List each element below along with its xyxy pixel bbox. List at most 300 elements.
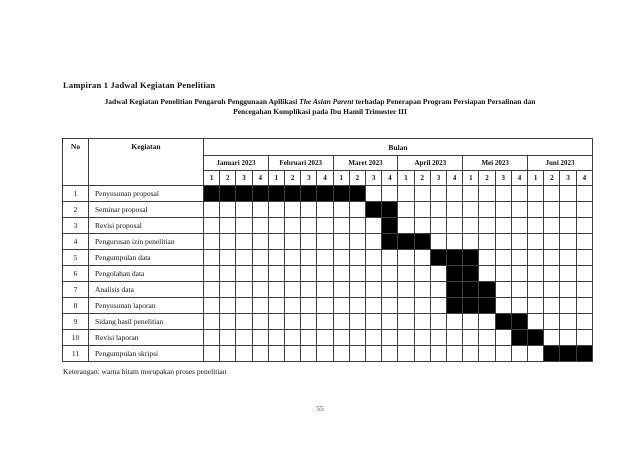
gantt-empty-cell xyxy=(204,218,220,234)
activity-number: 1 xyxy=(63,186,89,202)
gantt-empty-cell xyxy=(252,298,268,314)
gantt-filled-cell xyxy=(382,234,398,250)
week-number-header: 3 xyxy=(430,171,446,186)
gantt-empty-cell xyxy=(463,234,479,250)
gantt-empty-cell xyxy=(333,298,349,314)
week-number-header: 1 xyxy=(204,171,220,186)
gantt-empty-cell xyxy=(333,314,349,330)
gantt-empty-cell xyxy=(236,218,252,234)
gantt-empty-cell xyxy=(382,250,398,266)
activity-number: 8 xyxy=(63,298,89,314)
gantt-empty-cell xyxy=(430,330,446,346)
gantt-empty-cell xyxy=(268,218,284,234)
gantt-empty-cell xyxy=(349,218,365,234)
gantt-empty-cell xyxy=(349,202,365,218)
gantt-filled-cell xyxy=(463,282,479,298)
activity-number: 6 xyxy=(63,266,89,282)
gantt-empty-cell xyxy=(268,346,284,362)
gantt-empty-cell xyxy=(398,298,414,314)
activity-row xyxy=(63,282,593,298)
activity-name: Pengumpulan data xyxy=(89,250,204,266)
activity-row xyxy=(63,314,593,330)
gantt-empty-cell xyxy=(301,330,317,346)
gantt-empty-cell xyxy=(544,234,560,250)
gantt-empty-cell xyxy=(366,282,382,298)
legend-note: Keterangan: warna hitam merupakan proses penelitian xyxy=(63,367,227,376)
gantt-empty-cell xyxy=(220,314,236,330)
gantt-empty-cell xyxy=(349,330,365,346)
gantt-empty-cell xyxy=(236,330,252,346)
gantt-empty-cell xyxy=(236,266,252,282)
gantt-empty-cell xyxy=(560,314,576,330)
gantt-empty-cell xyxy=(544,218,560,234)
gantt-empty-cell xyxy=(317,234,333,250)
gantt-empty-cell xyxy=(447,330,463,346)
week-number-header: 3 xyxy=(366,171,382,186)
activity-row xyxy=(63,330,593,346)
gantt-empty-cell xyxy=(349,250,365,266)
month-header: Mei 2023 xyxy=(463,156,528,171)
gantt-filled-cell xyxy=(220,186,236,202)
week-number-header: 2 xyxy=(285,171,301,186)
activity-number: 4 xyxy=(63,234,89,250)
month-header: Maret 2023 xyxy=(333,156,398,171)
activity-name: Revisi laporan xyxy=(89,330,204,346)
gantt-empty-cell xyxy=(544,250,560,266)
gantt-empty-cell xyxy=(349,298,365,314)
gantt-empty-cell xyxy=(430,202,446,218)
gantt-filled-cell xyxy=(479,298,495,314)
gantt-filled-cell xyxy=(511,330,527,346)
gantt-empty-cell xyxy=(414,298,430,314)
week-number-header: 1 xyxy=(528,171,544,186)
gantt-empty-cell xyxy=(220,266,236,282)
week-number-header: 4 xyxy=(382,171,398,186)
gantt-empty-cell xyxy=(414,314,430,330)
gantt-empty-cell xyxy=(317,250,333,266)
gantt-filled-cell xyxy=(447,266,463,282)
gantt-empty-cell xyxy=(463,202,479,218)
gantt-empty-cell xyxy=(511,266,527,282)
gantt-empty-cell xyxy=(528,186,544,202)
gantt-empty-cell xyxy=(220,346,236,362)
gantt-empty-cell xyxy=(528,202,544,218)
gantt-empty-cell xyxy=(398,202,414,218)
gantt-empty-cell xyxy=(301,298,317,314)
gantt-empty-cell xyxy=(447,186,463,202)
gantt-empty-cell xyxy=(511,202,527,218)
activity-name: Penyusunan proposal xyxy=(89,186,204,202)
gantt-empty-cell xyxy=(236,314,252,330)
gantt-empty-cell xyxy=(495,186,511,202)
gantt-empty-cell xyxy=(220,330,236,346)
gantt-empty-cell xyxy=(544,266,560,282)
gantt-empty-cell xyxy=(204,346,220,362)
gantt-empty-cell xyxy=(333,234,349,250)
gantt-empty-cell xyxy=(301,218,317,234)
gantt-empty-cell xyxy=(430,346,446,362)
gantt-empty-cell xyxy=(317,266,333,282)
gantt-empty-cell xyxy=(220,202,236,218)
activity-number: 7 xyxy=(63,282,89,298)
activity-row xyxy=(63,186,593,202)
gantt-empty-cell xyxy=(479,346,495,362)
gantt-empty-cell xyxy=(333,202,349,218)
gantt-empty-cell xyxy=(236,298,252,314)
gantt-empty-cell xyxy=(252,346,268,362)
gantt-filled-cell xyxy=(528,330,544,346)
gantt-empty-cell xyxy=(366,266,382,282)
gantt-empty-cell xyxy=(560,330,576,346)
gantt-empty-cell xyxy=(463,218,479,234)
gantt-empty-cell xyxy=(220,282,236,298)
month-header: Juni 2023 xyxy=(528,156,593,171)
month-header: Januari 2023 xyxy=(204,156,269,171)
gantt-empty-cell xyxy=(560,298,576,314)
gantt-empty-cell xyxy=(560,186,576,202)
gantt-empty-cell xyxy=(382,186,398,202)
gantt-empty-cell xyxy=(349,314,365,330)
gantt-empty-cell xyxy=(479,250,495,266)
gantt-empty-cell xyxy=(414,282,430,298)
gantt-empty-cell xyxy=(204,202,220,218)
gantt-empty-cell xyxy=(204,266,220,282)
gantt-empty-cell xyxy=(252,330,268,346)
gantt-empty-cell xyxy=(317,346,333,362)
gantt-filled-cell xyxy=(447,250,463,266)
gantt-empty-cell xyxy=(285,282,301,298)
activity-name: Pengolahan data xyxy=(89,266,204,282)
gantt-empty-cell xyxy=(528,314,544,330)
gantt-empty-cell xyxy=(220,250,236,266)
gantt-empty-cell xyxy=(414,266,430,282)
week-number-header: 2 xyxy=(220,171,236,186)
gantt-empty-cell xyxy=(576,234,592,250)
week-number-header: 4 xyxy=(511,171,527,186)
gantt-empty-cell xyxy=(528,234,544,250)
gantt-empty-cell xyxy=(544,298,560,314)
gantt-empty-cell xyxy=(544,314,560,330)
activity-number: 10 xyxy=(63,330,89,346)
gantt-filled-cell xyxy=(544,346,560,362)
gantt-empty-cell xyxy=(301,234,317,250)
gantt-empty-cell xyxy=(528,346,544,362)
gantt-empty-cell xyxy=(414,330,430,346)
gantt-empty-cell xyxy=(560,266,576,282)
page-number: 55 xyxy=(316,404,324,413)
week-number-header: 3 xyxy=(236,171,252,186)
gantt-empty-cell xyxy=(430,186,446,202)
gantt-empty-cell xyxy=(366,234,382,250)
gantt-empty-cell xyxy=(511,282,527,298)
gantt-empty-cell xyxy=(236,282,252,298)
gantt-empty-cell xyxy=(301,346,317,362)
gantt-empty-cell xyxy=(447,202,463,218)
gantt-empty-cell xyxy=(576,282,592,298)
gantt-empty-cell xyxy=(366,346,382,362)
week-number-header: 4 xyxy=(317,171,333,186)
gantt-empty-cell xyxy=(220,298,236,314)
gantt-empty-cell xyxy=(398,282,414,298)
gantt-empty-cell xyxy=(382,266,398,282)
gantt-empty-cell xyxy=(560,202,576,218)
gantt-empty-cell xyxy=(528,266,544,282)
gantt-empty-cell xyxy=(495,218,511,234)
gantt-empty-cell xyxy=(317,314,333,330)
gantt-empty-cell xyxy=(268,282,284,298)
research-schedule-table xyxy=(62,138,593,362)
gantt-empty-cell xyxy=(301,202,317,218)
gantt-empty-cell xyxy=(333,330,349,346)
gantt-empty-cell xyxy=(349,282,365,298)
gantt-empty-cell xyxy=(285,330,301,346)
gantt-empty-cell xyxy=(252,202,268,218)
week-number-header: 3 xyxy=(495,171,511,186)
week-number-header: 1 xyxy=(463,171,479,186)
gantt-empty-cell xyxy=(479,234,495,250)
week-number-header: 1 xyxy=(333,171,349,186)
gantt-empty-cell xyxy=(382,330,398,346)
gantt-empty-cell xyxy=(349,266,365,282)
gantt-empty-cell xyxy=(301,250,317,266)
activity-number: 3 xyxy=(63,218,89,234)
gantt-empty-cell xyxy=(398,346,414,362)
activity-row xyxy=(63,298,593,314)
gantt-empty-cell xyxy=(349,234,365,250)
gantt-empty-cell xyxy=(511,346,527,362)
gantt-empty-cell xyxy=(317,330,333,346)
gantt-empty-cell xyxy=(576,218,592,234)
gantt-empty-cell xyxy=(576,314,592,330)
gantt-empty-cell xyxy=(366,218,382,234)
gantt-empty-cell xyxy=(479,314,495,330)
gantt-empty-cell xyxy=(204,298,220,314)
gantt-empty-cell xyxy=(333,266,349,282)
gantt-empty-cell xyxy=(285,250,301,266)
activity-number: 2 xyxy=(63,202,89,218)
gantt-empty-cell xyxy=(301,314,317,330)
gantt-empty-cell xyxy=(495,298,511,314)
week-number-header: 2 xyxy=(349,171,365,186)
gantt-empty-cell xyxy=(560,234,576,250)
gantt-empty-cell xyxy=(366,314,382,330)
gantt-empty-cell xyxy=(301,282,317,298)
gantt-filled-cell xyxy=(479,282,495,298)
gantt-filled-cell xyxy=(463,298,479,314)
gantt-empty-cell xyxy=(398,314,414,330)
gantt-empty-cell xyxy=(268,330,284,346)
column-header-no: No xyxy=(63,139,89,186)
activity-row xyxy=(63,346,593,362)
gantt-empty-cell xyxy=(511,186,527,202)
gantt-empty-cell xyxy=(414,202,430,218)
activity-name: Sidang hasil penelitian xyxy=(89,314,204,330)
gantt-empty-cell xyxy=(204,234,220,250)
gantt-empty-cell xyxy=(366,330,382,346)
gantt-empty-cell xyxy=(414,346,430,362)
gantt-empty-cell xyxy=(495,202,511,218)
gantt-empty-cell xyxy=(382,346,398,362)
gantt-empty-cell xyxy=(252,266,268,282)
week-number-header: 3 xyxy=(560,171,576,186)
gantt-empty-cell xyxy=(333,346,349,362)
gantt-filled-cell xyxy=(463,250,479,266)
gantt-filled-cell xyxy=(560,346,576,362)
gantt-empty-cell xyxy=(576,186,592,202)
column-header-kegiatan: Kegiatan xyxy=(89,139,204,186)
gantt-filled-cell xyxy=(333,186,349,202)
gantt-empty-cell xyxy=(447,346,463,362)
activity-name: Revisi proposal xyxy=(89,218,204,234)
gantt-empty-cell xyxy=(366,250,382,266)
activity-row xyxy=(63,202,593,218)
gantt-empty-cell xyxy=(576,330,592,346)
gantt-empty-cell xyxy=(414,186,430,202)
gantt-empty-cell xyxy=(285,266,301,282)
gantt-empty-cell xyxy=(495,250,511,266)
gantt-empty-cell xyxy=(204,250,220,266)
gantt-empty-cell xyxy=(236,202,252,218)
gantt-empty-cell xyxy=(252,234,268,250)
gantt-empty-cell xyxy=(430,218,446,234)
gantt-empty-cell xyxy=(398,330,414,346)
gantt-empty-cell xyxy=(414,250,430,266)
gantt-empty-cell xyxy=(285,346,301,362)
gantt-filled-cell xyxy=(447,298,463,314)
month-header: April 2023 xyxy=(398,156,463,171)
gantt-empty-cell xyxy=(495,346,511,362)
gantt-empty-cell xyxy=(382,298,398,314)
gantt-empty-cell xyxy=(495,282,511,298)
week-number-header: 1 xyxy=(398,171,414,186)
gantt-filled-cell xyxy=(430,250,446,266)
gantt-empty-cell xyxy=(463,186,479,202)
gantt-empty-cell xyxy=(430,298,446,314)
activity-row xyxy=(63,250,593,266)
gantt-filled-cell xyxy=(447,282,463,298)
gantt-empty-cell xyxy=(560,250,576,266)
gantt-empty-cell xyxy=(252,250,268,266)
gantt-empty-cell xyxy=(398,266,414,282)
gantt-filled-cell xyxy=(268,186,284,202)
gantt-empty-cell xyxy=(430,282,446,298)
gantt-empty-cell xyxy=(511,298,527,314)
gantt-empty-cell xyxy=(576,298,592,314)
gantt-empty-cell xyxy=(430,266,446,282)
gantt-filled-cell xyxy=(204,186,220,202)
gantt-empty-cell xyxy=(317,298,333,314)
gantt-empty-cell xyxy=(285,234,301,250)
gantt-empty-cell xyxy=(576,266,592,282)
gantt-empty-cell xyxy=(268,298,284,314)
gantt-filled-cell xyxy=(366,202,382,218)
activity-number: 11 xyxy=(63,346,89,362)
schedule-title xyxy=(40,97,600,117)
gantt-empty-cell xyxy=(236,234,252,250)
gantt-filled-cell xyxy=(511,314,527,330)
gantt-empty-cell xyxy=(268,266,284,282)
gantt-empty-cell xyxy=(576,202,592,218)
gantt-empty-cell xyxy=(511,250,527,266)
activity-row xyxy=(63,266,593,282)
gantt-empty-cell xyxy=(301,266,317,282)
gantt-filled-cell xyxy=(317,186,333,202)
app-name-italic: The Asian Parent xyxy=(299,97,354,106)
gantt-empty-cell xyxy=(204,314,220,330)
gantt-empty-cell xyxy=(544,282,560,298)
gantt-empty-cell xyxy=(252,282,268,298)
gantt-empty-cell xyxy=(495,234,511,250)
gantt-empty-cell xyxy=(479,266,495,282)
gantt-empty-cell xyxy=(528,218,544,234)
gantt-filled-cell xyxy=(285,186,301,202)
activity-name: Penyusunan laporan xyxy=(89,298,204,314)
schedule-title-text-cont: terhadap Penerapan Program Persiapan Persalinan dan xyxy=(353,97,536,106)
gantt-empty-cell xyxy=(366,186,382,202)
gantt-empty-cell xyxy=(479,330,495,346)
gantt-empty-cell xyxy=(252,314,268,330)
gantt-empty-cell xyxy=(333,250,349,266)
gantt-empty-cell xyxy=(252,218,268,234)
header-row-top xyxy=(63,139,593,156)
gantt-filled-cell xyxy=(236,186,252,202)
gantt-empty-cell xyxy=(268,202,284,218)
gantt-empty-cell xyxy=(285,314,301,330)
gantt-empty-cell xyxy=(398,250,414,266)
gantt-empty-cell xyxy=(447,314,463,330)
week-number-header: 3 xyxy=(301,171,317,186)
gantt-empty-cell xyxy=(236,346,252,362)
week-number-header: 4 xyxy=(252,171,268,186)
gantt-empty-cell xyxy=(495,266,511,282)
schedule-title-line2: Pencegahan Komplikasi pada Ibu Hamil Trimester III xyxy=(233,107,407,116)
gantt-empty-cell xyxy=(560,218,576,234)
gantt-empty-cell xyxy=(479,202,495,218)
gantt-filled-cell xyxy=(576,346,592,362)
gantt-empty-cell xyxy=(220,234,236,250)
activity-row xyxy=(63,218,593,234)
gantt-empty-cell xyxy=(447,218,463,234)
gantt-empty-cell xyxy=(560,282,576,298)
gantt-filled-cell xyxy=(414,234,430,250)
gantt-empty-cell xyxy=(479,218,495,234)
schedule-title-text: Jadwal Kegiatan Penelitian Pengaruh Penggunaan Apllikasi xyxy=(104,97,300,106)
gantt-empty-cell xyxy=(511,218,527,234)
gantt-empty-cell xyxy=(576,250,592,266)
gantt-empty-cell xyxy=(333,218,349,234)
week-number-header: 1 xyxy=(268,171,284,186)
gantt-empty-cell xyxy=(495,330,511,346)
activity-row xyxy=(63,234,593,250)
gantt-filled-cell xyxy=(463,266,479,282)
week-number-header: 2 xyxy=(544,171,560,186)
gantt-empty-cell xyxy=(544,330,560,346)
gantt-empty-cell xyxy=(398,186,414,202)
gantt-empty-cell xyxy=(285,298,301,314)
gantt-empty-cell xyxy=(414,218,430,234)
week-number-header: 4 xyxy=(447,171,463,186)
gantt-empty-cell xyxy=(528,282,544,298)
gantt-empty-cell xyxy=(463,330,479,346)
gantt-empty-cell xyxy=(285,218,301,234)
activity-name: Analisis data xyxy=(89,282,204,298)
gantt-empty-cell xyxy=(544,202,560,218)
gantt-empty-cell xyxy=(268,234,284,250)
gantt-empty-cell xyxy=(479,186,495,202)
gantt-empty-cell xyxy=(268,314,284,330)
gantt-empty-cell xyxy=(349,346,365,362)
gantt-empty-cell xyxy=(366,298,382,314)
